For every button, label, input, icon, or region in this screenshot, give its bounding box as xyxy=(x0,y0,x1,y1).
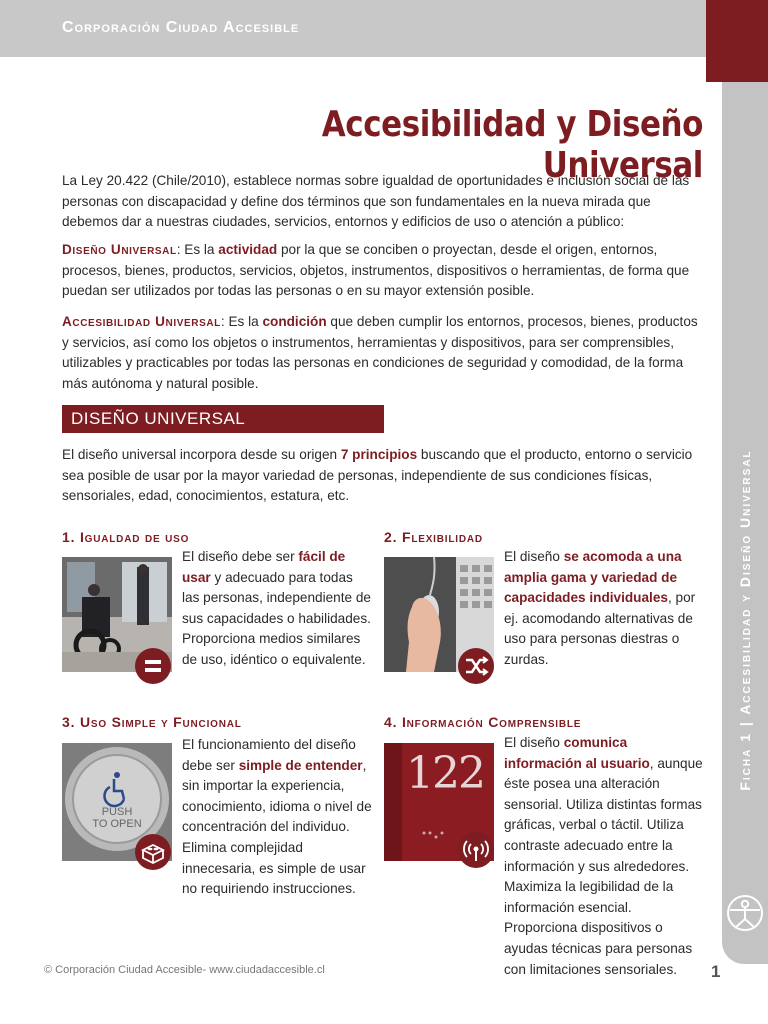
equals-icon xyxy=(135,648,171,684)
principle-text-part: y adecuado para todas las personas, independiente de sus capacidades o habilidades. Proporciona medios similares de uso, idéntico o equivalente. xyxy=(182,569,371,667)
principle-text-part: El diseño xyxy=(504,735,564,750)
principle-highlight: fácil de usar xyxy=(182,549,346,585)
principle-text xyxy=(504,733,704,980)
definition-diseno-universal xyxy=(62,240,702,302)
principle-heading: 4. Información Comprensible xyxy=(384,714,582,730)
section-header xyxy=(62,405,384,433)
header-bar xyxy=(0,0,768,57)
lego-brick-icon xyxy=(135,834,171,870)
principle-text xyxy=(504,547,704,671)
section-intro xyxy=(62,445,702,507)
section-title: DISEÑO UNIVERSAL xyxy=(71,409,246,428)
principle-text-part: El diseño xyxy=(504,549,564,564)
svg-text:122: 122 xyxy=(406,748,484,799)
vitruvian-logo-icon xyxy=(722,885,768,945)
svg-text:PUSH: PUSH xyxy=(101,806,133,818)
principle-text-part: , sin importar la experiencia, conocimiento, idioma o nivel de concentración del individuo. Elimina complejidad innecesaria, es simple de usar no requiriendo instrucciones. xyxy=(182,757,372,897)
definition-text: : Es la xyxy=(176,242,219,257)
definition-term: Accesibilidad Universal xyxy=(62,314,221,329)
principle-highlight: simple de entender xyxy=(238,757,363,773)
principle-text-part: El diseño debe ser xyxy=(182,549,299,564)
principle-highlight: comunica información al usuario xyxy=(504,735,650,771)
principle-text-part: , aunque éste posea una alteración sensorial. Utiliza distintas formas gráficas, verbal o táctil. Utiliza contraste adecuado entre la información y sus alrededores. Maximiza la legibilidad de la información esencial. Proporciona dispositivos o ayudas técnicas para personas con limitaciones sensoriales. xyxy=(504,755,703,977)
definition-text: : Es la xyxy=(220,314,263,329)
sidebar-title: Ficha 1 | Accesibilidad y Diseño Universal xyxy=(737,449,753,791)
definition-accesibilidad-universal xyxy=(62,312,702,394)
shuffle-icon xyxy=(458,648,494,684)
principle-heading: 1. Igualdad de uso xyxy=(62,529,190,545)
principle-heading: 3. Uso Simple y Funcional xyxy=(62,714,242,730)
page-number: 1 xyxy=(711,962,721,981)
principle-text xyxy=(182,735,372,900)
section-intro-highlight: 7 principios xyxy=(340,447,418,462)
organization-name: Corporación Ciudad Accesible xyxy=(62,19,300,36)
principle-text-part: , por ej. acomodando alternativas de uso para personas diestras o zurdas. xyxy=(504,590,696,667)
section-intro-text: buscando que el producto, entorno o servicio sea posible de usar por la mayor variedad de personas, independiente de sus condiciones físicas, sensoriales, edad, conocimientos, estatura, etc. xyxy=(62,447,693,504)
page-title: Accesibilidad y Diseño Universal xyxy=(321,104,703,186)
signal-icon xyxy=(458,832,494,868)
definition-highlight: condición xyxy=(262,314,327,329)
definition-text: por la que se conciben o proyectan, desde el origen, entornos, procesos, bienes, productos, servicios, objetos, instrumentos, dispositivos o herramientas, de forma que puedan ser utilizados por todas las personas o en su mayor extensión posible. xyxy=(62,242,690,299)
principle-heading: 2. Flexibilidad xyxy=(384,529,483,545)
definition-highlight: actividad xyxy=(218,242,278,257)
principle-text xyxy=(182,547,372,671)
definition-term: Diseño Universal xyxy=(62,242,177,257)
section-intro-text: El diseño universal incorpora desde su origen xyxy=(62,447,341,462)
footer-copyright: © Corporación Ciudad Accesible- www.ciudadaccesible.cl xyxy=(44,964,325,976)
intro-paragraph: La Ley 20.422 (Chile/2010), establece normas sobre igualdad de oportunidades e inclusión social de las personas con discapacidad y define dos términos que son fundamentales en la nueva mirada que debemos dar a nuestras ciudades, servicios, entornos y edificios de uso o atención a público: xyxy=(62,173,690,230)
header-accent-block xyxy=(706,0,768,82)
svg-text:TO OPEN: TO OPEN xyxy=(92,818,142,830)
definition-text: que deben cumplir los entornos, procesos, bienes, productos y servicios, así como los objetos o instrumentos, herramientas y dispositivos, para ser comprensibles, utilizables y practicables por todas las personas en condiciones de seguridad y comodidad, de la forma más autónoma y natural posible. xyxy=(62,314,698,391)
principle-text-part: El funcionamiento del diseño debe ser xyxy=(182,737,356,773)
principle-highlight: se acomoda a una amplia gama y variedad de capacidades individuales xyxy=(504,549,682,606)
